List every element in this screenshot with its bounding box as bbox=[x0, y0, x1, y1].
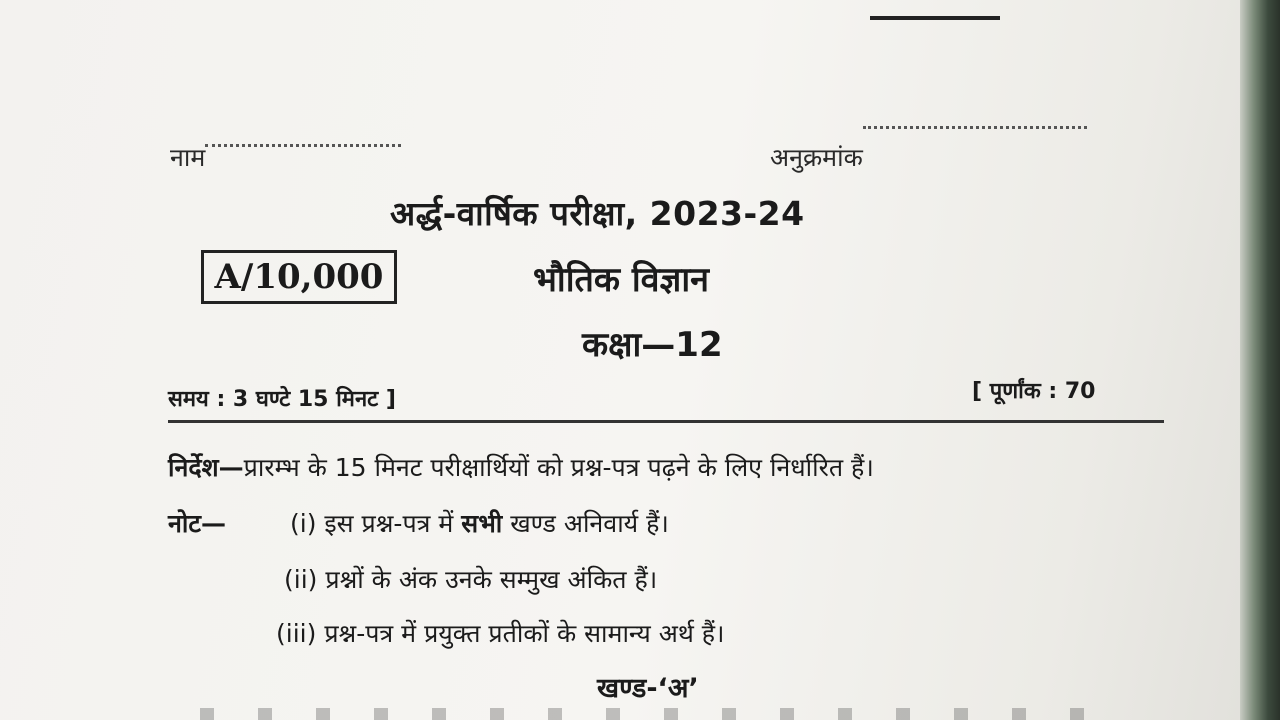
max-marks: [ पूर्णांक : 70 bbox=[972, 379, 1096, 404]
roll-number-dots bbox=[863, 126, 1087, 129]
direction-label: निर्देश— bbox=[168, 453, 244, 482]
top-rule bbox=[870, 16, 1000, 20]
header-rule bbox=[168, 420, 1164, 423]
note-text: प्रश्न-पत्र में प्रयुक्त प्रतीकों के सामान्य अर्थ हैं। bbox=[324, 619, 725, 648]
note-item-3 bbox=[276, 616, 725, 650]
roll-number-label: अनुक्रमांक bbox=[770, 143, 863, 172]
subject-title: भौतिक विज्ञान bbox=[533, 260, 710, 300]
note-number: (ii) bbox=[284, 565, 318, 594]
note-text-bold: सभी bbox=[461, 509, 503, 538]
direction-text: प्रारम्भ के 15 मिनट परीक्षार्थियों को प्रश्न-पत्र पढ़ने के लिए निर्धारित हैं। bbox=[243, 453, 874, 482]
note-text-end: खण्ड अनिवार्य हैं। bbox=[502, 509, 669, 538]
note-label: नोट— bbox=[168, 509, 226, 538]
note-text: प्रश्नों के अंक उनके सम्मुख अंकित हैं। bbox=[325, 565, 658, 594]
section-heading: खण्ड-‘अ’ bbox=[597, 673, 699, 704]
class-line: कक्षा—12 bbox=[582, 325, 723, 365]
name-dots bbox=[205, 144, 401, 147]
time-allowed: समय : 3 घण्टे 15 मिनट ] bbox=[168, 387, 396, 412]
name-label: नाम bbox=[170, 143, 206, 172]
page-edge-shadow bbox=[1240, 0, 1280, 720]
note-number: (iii) bbox=[276, 619, 317, 648]
note-number: (i) bbox=[290, 509, 317, 538]
direction-line bbox=[168, 450, 874, 484]
exam-title: अर्द्ध-वार्षिक परीक्षा, 2023-24 bbox=[390, 194, 805, 233]
paper-code-box bbox=[201, 250, 397, 304]
cut-off-next-line bbox=[200, 708, 1100, 720]
name-field bbox=[170, 140, 401, 174]
note-item-2 bbox=[284, 562, 657, 596]
paper-code: A/10,000 bbox=[214, 257, 384, 297]
note-text-start: इस प्रश्न-पत्र में bbox=[324, 509, 462, 538]
note-item-1 bbox=[290, 506, 669, 540]
roll-number-field bbox=[770, 140, 1087, 174]
